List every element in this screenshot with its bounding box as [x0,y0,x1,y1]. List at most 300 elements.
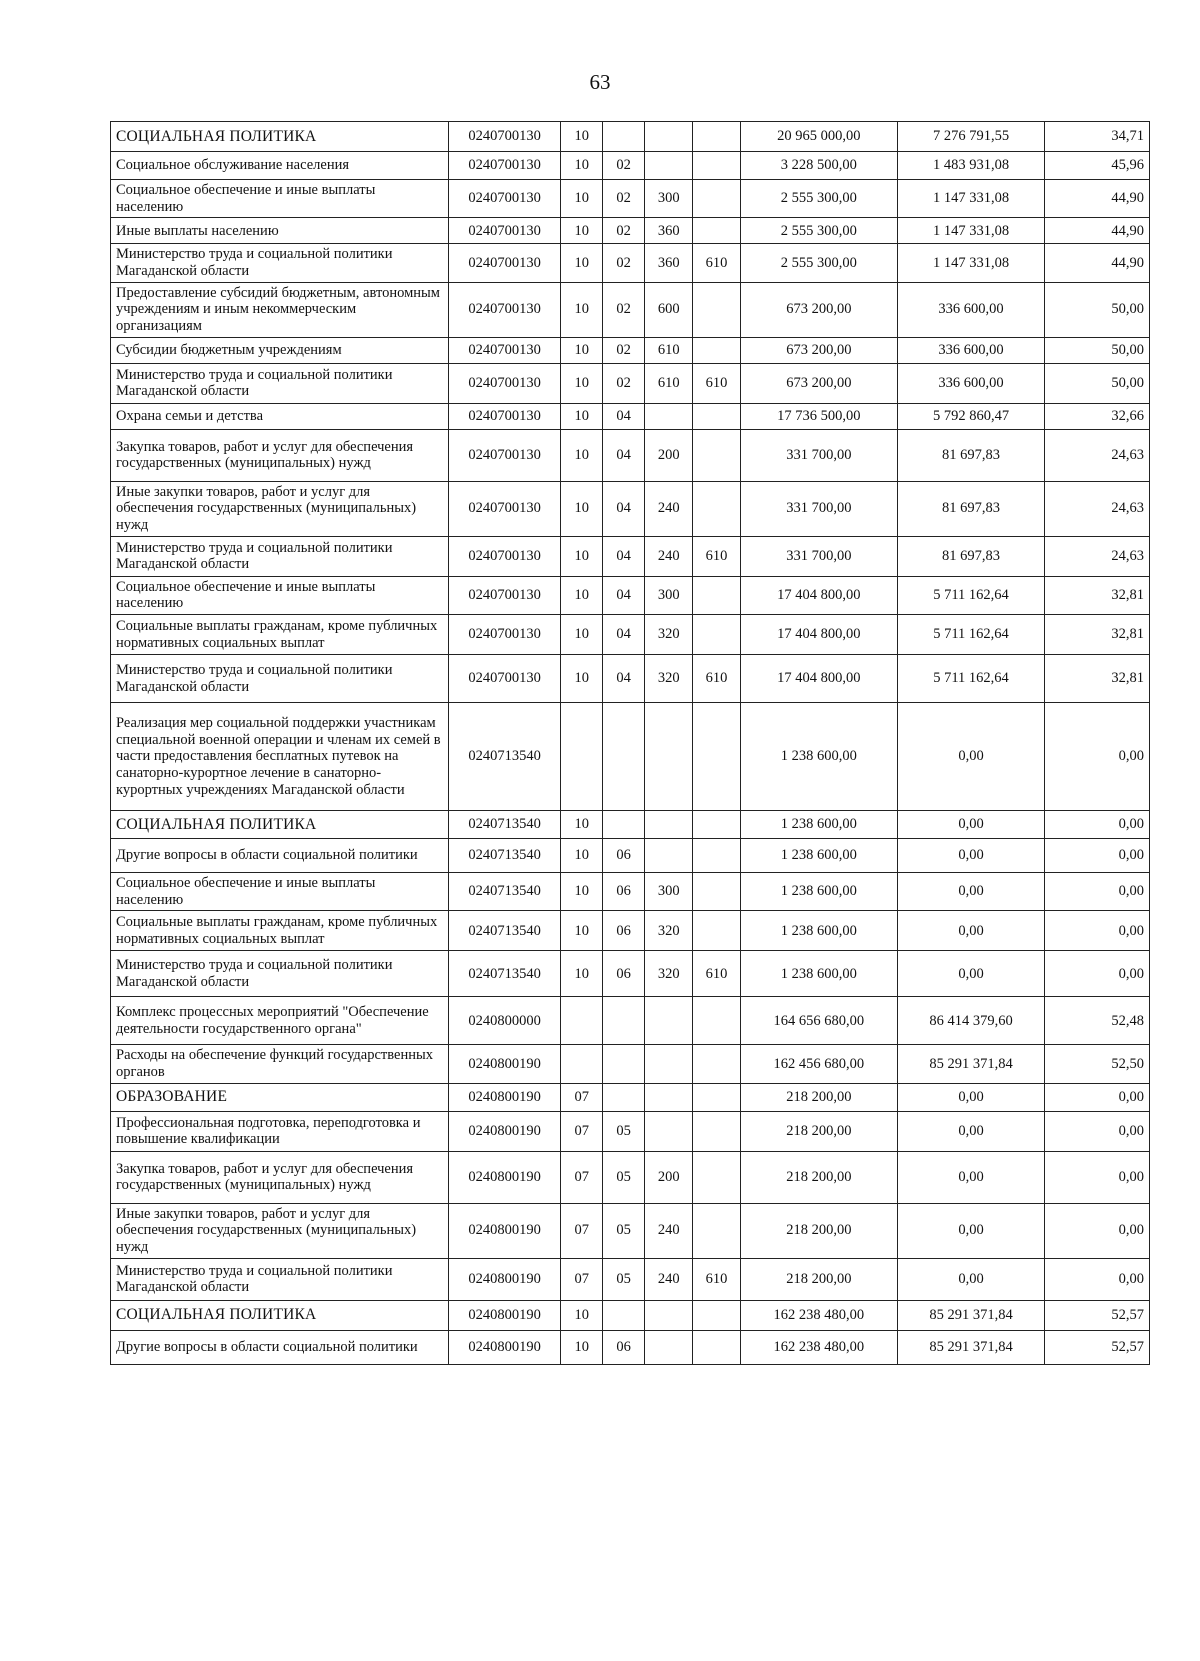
cell-fact: 336 600,00 [898,337,1045,363]
cell-fact: 81 697,83 [898,536,1045,576]
cell-sec [561,1045,603,1083]
cell-sec: 10 [561,363,603,403]
cell-fact: 86 414 379,60 [898,997,1045,1045]
cell-pct: 24,63 [1044,429,1149,481]
cell-plan: 1 238 600,00 [740,911,897,951]
cell-org [693,1300,740,1330]
table-row [111,180,1150,218]
cell-org [693,1045,740,1083]
cell-code: 0240800190 [448,1151,560,1203]
table-row [111,244,1150,282]
cell-pct: 34,71 [1044,122,1149,152]
table-row [111,1111,1150,1151]
cell-pct: 52,57 [1044,1300,1149,1330]
cell-type: 320 [645,615,693,655]
cell-name: Охрана семьи и детства [111,403,449,429]
cell-code: 0240713540 [448,911,560,951]
cell-org [693,1111,740,1151]
cell-code: 0240800190 [448,1045,560,1083]
cell-fact: 0,00 [898,839,1045,873]
table-row [111,1258,1150,1300]
cell-org [693,615,740,655]
table-row [111,337,1150,363]
cell-plan: 17 404 800,00 [740,655,897,703]
table-row [111,481,1150,536]
cell-sec: 10 [561,244,603,282]
cell-sub: 02 [603,282,645,337]
cell-sec: 10 [561,282,603,337]
cell-org [693,811,740,839]
cell-plan: 20 965 000,00 [740,122,897,152]
cell-name: Комплекс процессных мероприятий "Обеспечение деятельности государственного органа" [111,997,449,1045]
cell-name: СОЦИАЛЬНАЯ ПОЛИТИКА [111,1300,449,1330]
cell-fact: 0,00 [898,703,1045,811]
cell-plan: 17 404 800,00 [740,576,897,614]
table-row [111,363,1150,403]
table-row [111,811,1150,839]
cell-name: Министерство труда и социальной политики Магаданской области [111,244,449,282]
cell-sub: 04 [603,615,645,655]
cell-sub [603,122,645,152]
table-row [111,429,1150,481]
cell-pct: 52,57 [1044,1330,1149,1364]
cell-pct: 32,81 [1044,655,1149,703]
cell-org [693,122,740,152]
cell-sec: 07 [561,1258,603,1300]
cell-sec [561,997,603,1045]
cell-type: 610 [645,337,693,363]
table-row [111,911,1150,951]
table-row [111,1203,1150,1258]
cell-sub: 05 [603,1151,645,1203]
cell-name: Социальные выплаты гражданам, кроме публичных нормативных социальных выплат [111,615,449,655]
cell-plan: 331 700,00 [740,536,897,576]
cell-sec: 10 [561,429,603,481]
cell-pct: 32,81 [1044,615,1149,655]
cell-sub: 02 [603,244,645,282]
table-row [111,1330,1150,1364]
cell-sec: 10 [561,951,603,997]
cell-org [693,1203,740,1258]
cell-type: 240 [645,481,693,536]
cell-pct: 0,00 [1044,951,1149,997]
cell-name: Министерство труда и социальной политики Магаданской области [111,536,449,576]
cell-fact: 1 147 331,08 [898,244,1045,282]
cell-pct: 50,00 [1044,337,1149,363]
cell-sub: 02 [603,363,645,403]
cell-sub: 04 [603,403,645,429]
cell-sub: 02 [603,337,645,363]
cell-fact: 0,00 [898,811,1045,839]
table-row [111,1300,1150,1330]
cell-pct: 44,90 [1044,244,1149,282]
page-number: 63 [589,70,611,94]
cell-org: 610 [693,1258,740,1300]
table-row [111,873,1150,911]
cell-type [645,152,693,180]
cell-pct: 50,00 [1044,282,1149,337]
cell-org [693,152,740,180]
cell-name: Расходы на обеспечение функций государственных органов [111,1045,449,1083]
cell-org [693,481,740,536]
cell-code: 0240800190 [448,1111,560,1151]
cell-sub: 02 [603,218,645,244]
cell-sec: 10 [561,403,603,429]
cell-fact: 1 483 931,08 [898,152,1045,180]
cell-plan: 1 238 600,00 [740,703,897,811]
cell-type: 300 [645,180,693,218]
cell-name: Социальное обеспечение и иные выплаты населению [111,873,449,911]
cell-name: Иные закупки товаров, работ и услуг для обеспечения государственных (муниципальных) нужд [111,1203,449,1258]
cell-org [693,403,740,429]
cell-pct: 52,50 [1044,1045,1149,1083]
cell-type [645,1045,693,1083]
cell-type [645,1083,693,1111]
cell-sec: 07 [561,1083,603,1111]
cell-name: СОЦИАЛЬНАЯ ПОЛИТИКА [111,811,449,839]
cell-plan: 2 555 300,00 [740,218,897,244]
cell-fact: 85 291 371,84 [898,1300,1045,1330]
cell-code: 0240700130 [448,403,560,429]
cell-fact: 85 291 371,84 [898,1045,1045,1083]
cell-pct: 44,90 [1044,218,1149,244]
cell-fact: 7 276 791,55 [898,122,1045,152]
cell-code: 0240700130 [448,152,560,180]
table-row [111,536,1150,576]
cell-plan: 331 700,00 [740,481,897,536]
table-row [111,655,1150,703]
cell-code: 0240700130 [448,429,560,481]
cell-name: Министерство труда и социальной политики Магаданской области [111,951,449,997]
cell-sec: 10 [561,152,603,180]
cell-sub: 05 [603,1203,645,1258]
cell-org [693,997,740,1045]
cell-pct: 45,96 [1044,152,1149,180]
cell-name: СОЦИАЛЬНАЯ ПОЛИТИКА [111,122,449,152]
cell-plan: 1 238 600,00 [740,873,897,911]
cell-pct: 0,00 [1044,1151,1149,1203]
cell-code: 0240700130 [448,363,560,403]
cell-code: 0240700130 [448,282,560,337]
cell-code: 0240700130 [448,481,560,536]
cell-type: 320 [645,655,693,703]
cell-plan: 218 200,00 [740,1151,897,1203]
cell-name: Социальное обслуживание населения [111,152,449,180]
cell-org [693,839,740,873]
budget-table [110,121,1150,1365]
cell-plan: 218 200,00 [740,1258,897,1300]
cell-org [693,576,740,614]
cell-plan: 673 200,00 [740,363,897,403]
cell-org [693,1330,740,1364]
cell-type [645,811,693,839]
table-row [111,1083,1150,1111]
cell-pct: 52,48 [1044,997,1149,1045]
cell-type: 300 [645,576,693,614]
cell-plan: 2 555 300,00 [740,244,897,282]
cell-org [693,218,740,244]
cell-code: 0240800190 [448,1300,560,1330]
cell-org [693,429,740,481]
cell-fact: 0,00 [898,873,1045,911]
cell-fact: 0,00 [898,1203,1045,1258]
cell-type [645,703,693,811]
cell-fact: 1 147 331,08 [898,180,1045,218]
cell-pct: 0,00 [1044,1111,1149,1151]
cell-fact: 5 711 162,64 [898,576,1045,614]
cell-fact: 0,00 [898,1083,1045,1111]
table-row [111,576,1150,614]
cell-pct: 24,63 [1044,536,1149,576]
cell-plan: 218 200,00 [740,1111,897,1151]
cell-sub [603,811,645,839]
cell-sub: 04 [603,429,645,481]
cell-sub [603,997,645,1045]
cell-name: Социальное обеспечение и иные выплаты населению [111,576,449,614]
cell-sec: 10 [561,873,603,911]
cell-sub: 06 [603,951,645,997]
cell-sec: 07 [561,1111,603,1151]
cell-org [693,911,740,951]
cell-sec: 10 [561,481,603,536]
cell-fact: 0,00 [898,1151,1045,1203]
cell-code: 0240700130 [448,244,560,282]
cell-code: 0240713540 [448,811,560,839]
cell-code: 0240700130 [448,576,560,614]
table-row [111,218,1150,244]
table-row [111,122,1150,152]
cell-sub [603,1045,645,1083]
cell-sec: 10 [561,839,603,873]
cell-plan: 218 200,00 [740,1083,897,1111]
cell-pct: 0,00 [1044,873,1149,911]
cell-sub: 02 [603,152,645,180]
cell-org [693,1083,740,1111]
cell-plan: 673 200,00 [740,337,897,363]
cell-type [645,839,693,873]
cell-plan: 2 555 300,00 [740,180,897,218]
cell-plan: 164 656 680,00 [740,997,897,1045]
cell-sub: 04 [603,481,645,536]
table-row [111,951,1150,997]
cell-org [693,1151,740,1203]
cell-sec: 10 [561,1330,603,1364]
cell-sub: 04 [603,655,645,703]
cell-pct: 0,00 [1044,911,1149,951]
cell-sec: 10 [561,536,603,576]
cell-sec: 10 [561,218,603,244]
cell-code: 0240700130 [448,615,560,655]
cell-sec: 10 [561,576,603,614]
cell-pct: 32,81 [1044,576,1149,614]
cell-org [693,703,740,811]
cell-code: 0240700130 [448,655,560,703]
cell-plan: 218 200,00 [740,1203,897,1258]
cell-plan: 162 238 480,00 [740,1330,897,1364]
cell-type: 360 [645,218,693,244]
cell-name: Другие вопросы в области социальной политики [111,839,449,873]
cell-sub: 05 [603,1258,645,1300]
cell-name: Министерство труда и социальной политики Магаданской области [111,655,449,703]
cell-pct: 0,00 [1044,1258,1149,1300]
cell-org: 610 [693,244,740,282]
cell-pct: 24,63 [1044,481,1149,536]
table-row [111,839,1150,873]
cell-sub [603,1300,645,1330]
cell-sec: 10 [561,615,603,655]
cell-sec [561,703,603,811]
table-row [111,615,1150,655]
cell-fact: 81 697,83 [898,481,1045,536]
table-row [111,1151,1150,1203]
cell-plan: 1 238 600,00 [740,839,897,873]
cell-name: Иные выплаты населению [111,218,449,244]
cell-plan: 3 228 500,00 [740,152,897,180]
cell-name: Профессиональная подготовка, переподготовка и повышение квалификации [111,1111,449,1151]
cell-pct: 32,66 [1044,403,1149,429]
cell-fact: 0,00 [898,951,1045,997]
cell-name: ОБРАЗОВАНИЕ [111,1083,449,1111]
cell-sec: 10 [561,811,603,839]
cell-sub: 06 [603,839,645,873]
cell-org [693,180,740,218]
cell-type: 240 [645,536,693,576]
cell-code: 0240713540 [448,839,560,873]
cell-fact: 5 711 162,64 [898,655,1045,703]
cell-fact: 81 697,83 [898,429,1045,481]
cell-sec: 10 [561,337,603,363]
cell-pct: 0,00 [1044,1203,1149,1258]
cell-code: 0240800190 [448,1083,560,1111]
table-row [111,282,1150,337]
cell-code: 0240800000 [448,997,560,1045]
cell-fact: 5 792 860,47 [898,403,1045,429]
cell-code: 0240800190 [448,1258,560,1300]
cell-type: 600 [645,282,693,337]
cell-type [645,403,693,429]
cell-fact: 1 147 331,08 [898,218,1045,244]
cell-sec: 10 [561,122,603,152]
cell-pct: 0,00 [1044,703,1149,811]
cell-code: 0240700130 [448,122,560,152]
cell-sec: 10 [561,911,603,951]
cell-sub: 06 [603,911,645,951]
cell-pct: 50,00 [1044,363,1149,403]
cell-type: 200 [645,1151,693,1203]
cell-sec: 10 [561,655,603,703]
cell-code: 0240800190 [448,1203,560,1258]
cell-org [693,873,740,911]
cell-pct: 0,00 [1044,811,1149,839]
cell-sec: 07 [561,1203,603,1258]
cell-sub: 05 [603,1111,645,1151]
cell-code: 0240700130 [448,536,560,576]
cell-org [693,282,740,337]
cell-name: Социальные выплаты гражданам, кроме публичных нормативных социальных выплат [111,911,449,951]
cell-org: 610 [693,951,740,997]
cell-name: Социальное обеспечение и иные выплаты населению [111,180,449,218]
cell-code: 0240713540 [448,873,560,911]
cell-org [693,337,740,363]
cell-sub: 04 [603,576,645,614]
cell-name: Министерство труда и социальной политики Магаданской области [111,1258,449,1300]
cell-fact: 0,00 [898,911,1045,951]
cell-type: 240 [645,1203,693,1258]
table-row [111,703,1150,811]
cell-type [645,122,693,152]
cell-fact: 5 711 162,64 [898,615,1045,655]
cell-plan: 162 456 680,00 [740,1045,897,1083]
cell-pct: 44,90 [1044,180,1149,218]
table-row [111,152,1150,180]
table-row [111,1045,1150,1083]
cell-type [645,1330,693,1364]
cell-sec: 10 [561,180,603,218]
cell-sub: 06 [603,873,645,911]
cell-type [645,1300,693,1330]
cell-name: Иные закупки товаров, работ и услуг для обеспечения государственных (муниципальных) нужд [111,481,449,536]
cell-plan: 1 238 600,00 [740,811,897,839]
cell-name: Другие вопросы в области социальной политики [111,1330,449,1364]
cell-type [645,1111,693,1151]
cell-fact: 85 291 371,84 [898,1330,1045,1364]
cell-name: Министерство труда и социальной политики Магаданской области [111,363,449,403]
cell-plan: 673 200,00 [740,282,897,337]
cell-type: 320 [645,951,693,997]
cell-type: 610 [645,363,693,403]
cell-sub: 02 [603,180,645,218]
cell-org: 610 [693,536,740,576]
cell-sub: 06 [603,1330,645,1364]
cell-code: 0240700130 [448,180,560,218]
cell-name: Реализация мер социальной поддержки участникам специальной военной операции и членам их семей в части предоставления бесплатных путевок на санаторно-курортное лечение в санаторно-курортных учреждениях Магаданской области [111,703,449,811]
cell-sub: 04 [603,536,645,576]
cell-code: 0240713540 [448,703,560,811]
cell-plan: 162 238 480,00 [740,1300,897,1330]
cell-name: Предоставление субсидий бюджетным, автономным учреждениям и иным некоммерческим организациям [111,282,449,337]
cell-code: 0240713540 [448,951,560,997]
budget-table-body [111,122,1150,1365]
cell-sub [603,703,645,811]
cell-pct: 0,00 [1044,1083,1149,1111]
cell-name: Закупка товаров, работ и услуг для обеспечения государственных (муниципальных) нужд [111,1151,449,1203]
cell-fact: 336 600,00 [898,363,1045,403]
cell-fact: 0,00 [898,1258,1045,1300]
cell-code: 0240700130 [448,218,560,244]
cell-org: 610 [693,363,740,403]
cell-sub [603,1083,645,1111]
cell-name: Субсидии бюджетным учреждениям [111,337,449,363]
cell-code: 0240800190 [448,1330,560,1364]
cell-org: 610 [693,655,740,703]
cell-plan: 1 238 600,00 [740,951,897,997]
cell-sec: 10 [561,1300,603,1330]
cell-name: Закупка товаров, работ и услуг для обеспечения государственных (муниципальных) нужд [111,429,449,481]
table-row [111,997,1150,1045]
cell-type: 320 [645,911,693,951]
cell-fact: 336 600,00 [898,282,1045,337]
cell-type: 300 [645,873,693,911]
cell-plan: 17 404 800,00 [740,615,897,655]
cell-plan: 331 700,00 [740,429,897,481]
cell-code: 0240700130 [448,337,560,363]
cell-type: 360 [645,244,693,282]
cell-pct: 0,00 [1044,839,1149,873]
cell-type: 200 [645,429,693,481]
cell-fact: 0,00 [898,1111,1045,1151]
cell-type: 240 [645,1258,693,1300]
cell-type [645,997,693,1045]
